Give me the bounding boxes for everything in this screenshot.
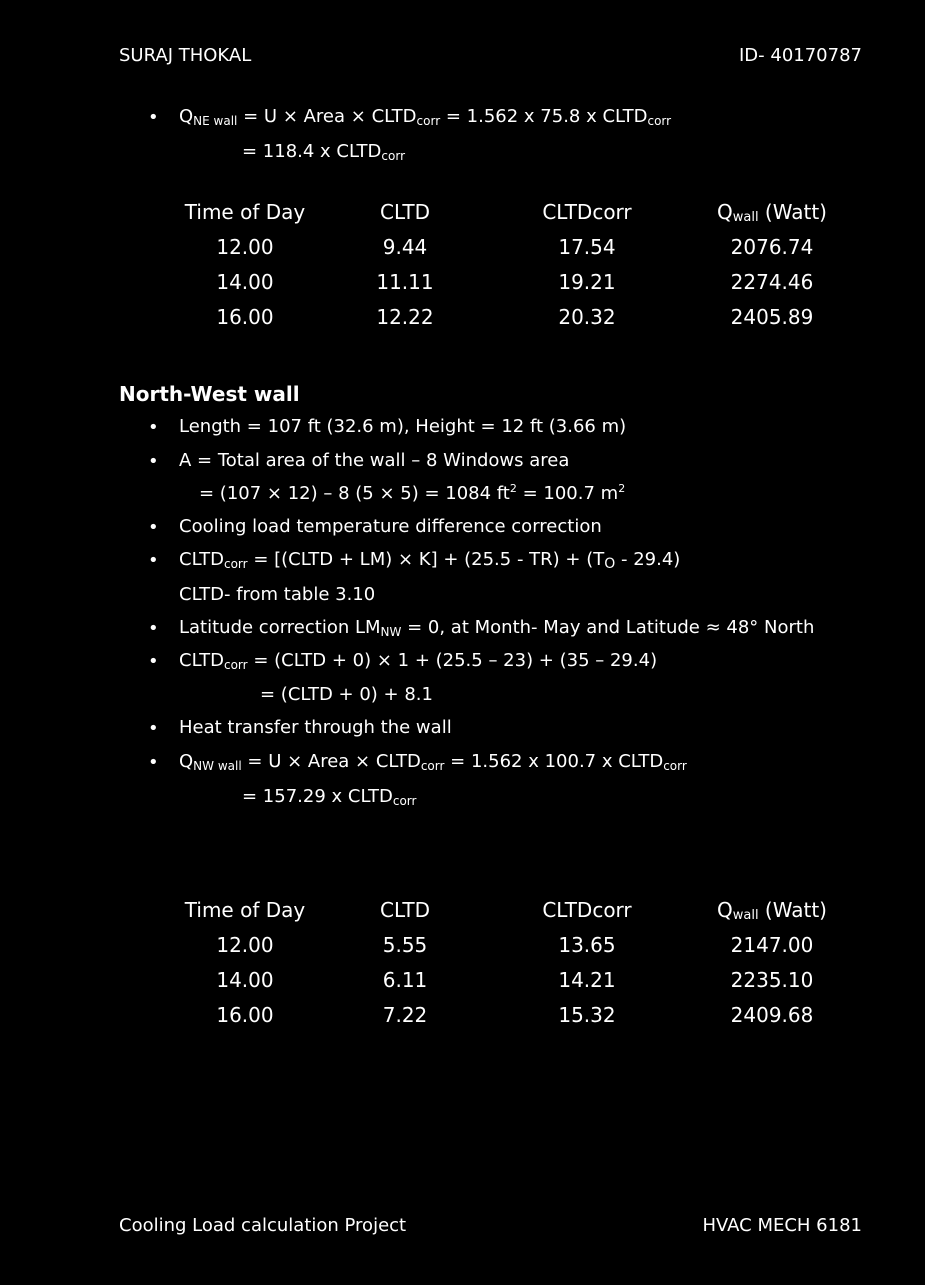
col-q-wall: Qwall (Watt) [717,897,827,923]
cell-cltd: 7.22 [382,1002,428,1027]
nw-wall-table [160,892,850,1032]
footer-project: Cooling Load calculation Project [119,1215,407,1236]
cell-q-wall: 2147.00 [730,932,814,957]
ne-q-equation: $Q_{NE wall} = U$ × Area × $CLTD_{corr} = 1.562$ x 75.8 x $CLTD_{corr}$ [179,106,672,128]
bullet: • [148,752,159,773]
cltd-corr-calculation: $CLTD_{corr}$ = (CLTD + 0) × 1 + (25.5 – 23) + (35 – 29.4) [179,650,658,672]
table-row [160,927,850,962]
latitude-correction: Latitude correction $LM_{NW} = 0$, at Month- May and Latitude ≈ 48° North [179,617,815,639]
cltd-table-reference: CLTD- from table 3.10 [179,584,376,605]
nw-q-equation: $Q_{NW wall} = U$ × Area × $CLTD_{corr} = 1.562$ x 100.7 x $CLTD_{corr}$ [179,751,687,773]
table-header-row [160,194,850,229]
bullet: • [148,417,159,438]
table-row [160,264,850,299]
cell-cltd: 9.44 [382,234,428,259]
table-row [160,997,850,1032]
bullet: • [148,517,159,538]
bullet: • [148,550,159,571]
header-id: ID- 40170787 [738,45,862,66]
nw-area-calculation: = (107 × 12) – 8 (5 × 5) = 1084 $ft^2 = 100.7$ $m^2$ [199,482,626,504]
col-cltd: CLTD [380,199,430,224]
bullet: • [148,107,159,128]
table-row [160,299,850,334]
bullet: • [148,451,159,472]
header-author: SURAJ THOKAL [119,45,252,66]
cell-q-wall: 2274.46 [730,269,814,294]
cltd-correction-formula: $CLTD_{corr}$ = [(CLTD + $LM) \times K] + (25.5 - TR) + (T_O - 29.4)$ [179,549,681,572]
table-header-row [160,892,850,927]
nw-dimensions: Length = 107 ft (32.6 m), Height = 12 ft (3.66 m) [179,416,627,437]
heat-transfer-title: Heat transfer through the wall [179,717,452,738]
cell-time: 16.00 [216,304,274,329]
cell-time: 16.00 [216,1002,274,1027]
cell-cltd-corr: 19.21 [558,269,616,294]
ne-wall-table [160,194,850,334]
nw-area-definition: A = Total area of the wall – 8 Windows area [179,450,570,471]
cell-q-wall: 2235.10 [730,967,814,992]
cltd-corr-result: = (CLTD + 0) + 8.1 [260,684,433,705]
col-cltd: CLTD [380,897,430,922]
cell-q-wall: 2409.68 [730,1002,814,1027]
cell-time: 14.00 [216,967,274,992]
cell-q-wall: 2076.74 [730,234,814,259]
nw-q-result: = 157.29 x $CLTD_{corr}$ [242,786,417,808]
footer-course: HVAC MECH 6181 [702,1215,862,1236]
cell-cltd: 12.22 [376,304,434,329]
cell-cltd-corr: 14.21 [558,967,616,992]
cltd-correction-title: Cooling load temperature difference correction [179,516,602,537]
col-cltd-corr: CLTDcorr [542,199,632,224]
ne-q-result: = 118.4 x $CLTD_{corr}$ [242,141,406,163]
col-cltd-corr: CLTDcorr [542,897,632,922]
col-q-wall: Qwall (Watt) [717,199,827,225]
bullet: • [148,718,159,739]
cell-cltd-corr: 17.54 [558,234,616,259]
table-row [160,962,850,997]
table-row [160,229,850,264]
col-time: Time of Day [184,897,306,922]
cell-cltd-corr: 15.32 [558,1002,616,1027]
bullet: • [148,618,159,639]
section-heading-nw-wall: North-West wall [119,382,300,406]
cell-cltd: 6.11 [382,967,428,992]
cell-cltd: 5.55 [382,932,428,957]
col-time: Time of Day [184,199,306,224]
cell-time: 12.00 [216,932,274,957]
cell-cltd-corr: 13.65 [558,932,616,957]
cell-time: 12.00 [216,234,274,259]
bullet: • [148,651,159,672]
cell-cltd: 11.11 [376,269,434,294]
cell-cltd-corr: 20.32 [558,304,616,329]
cell-q-wall: 2405.89 [730,304,814,329]
cell-time: 14.00 [216,269,274,294]
